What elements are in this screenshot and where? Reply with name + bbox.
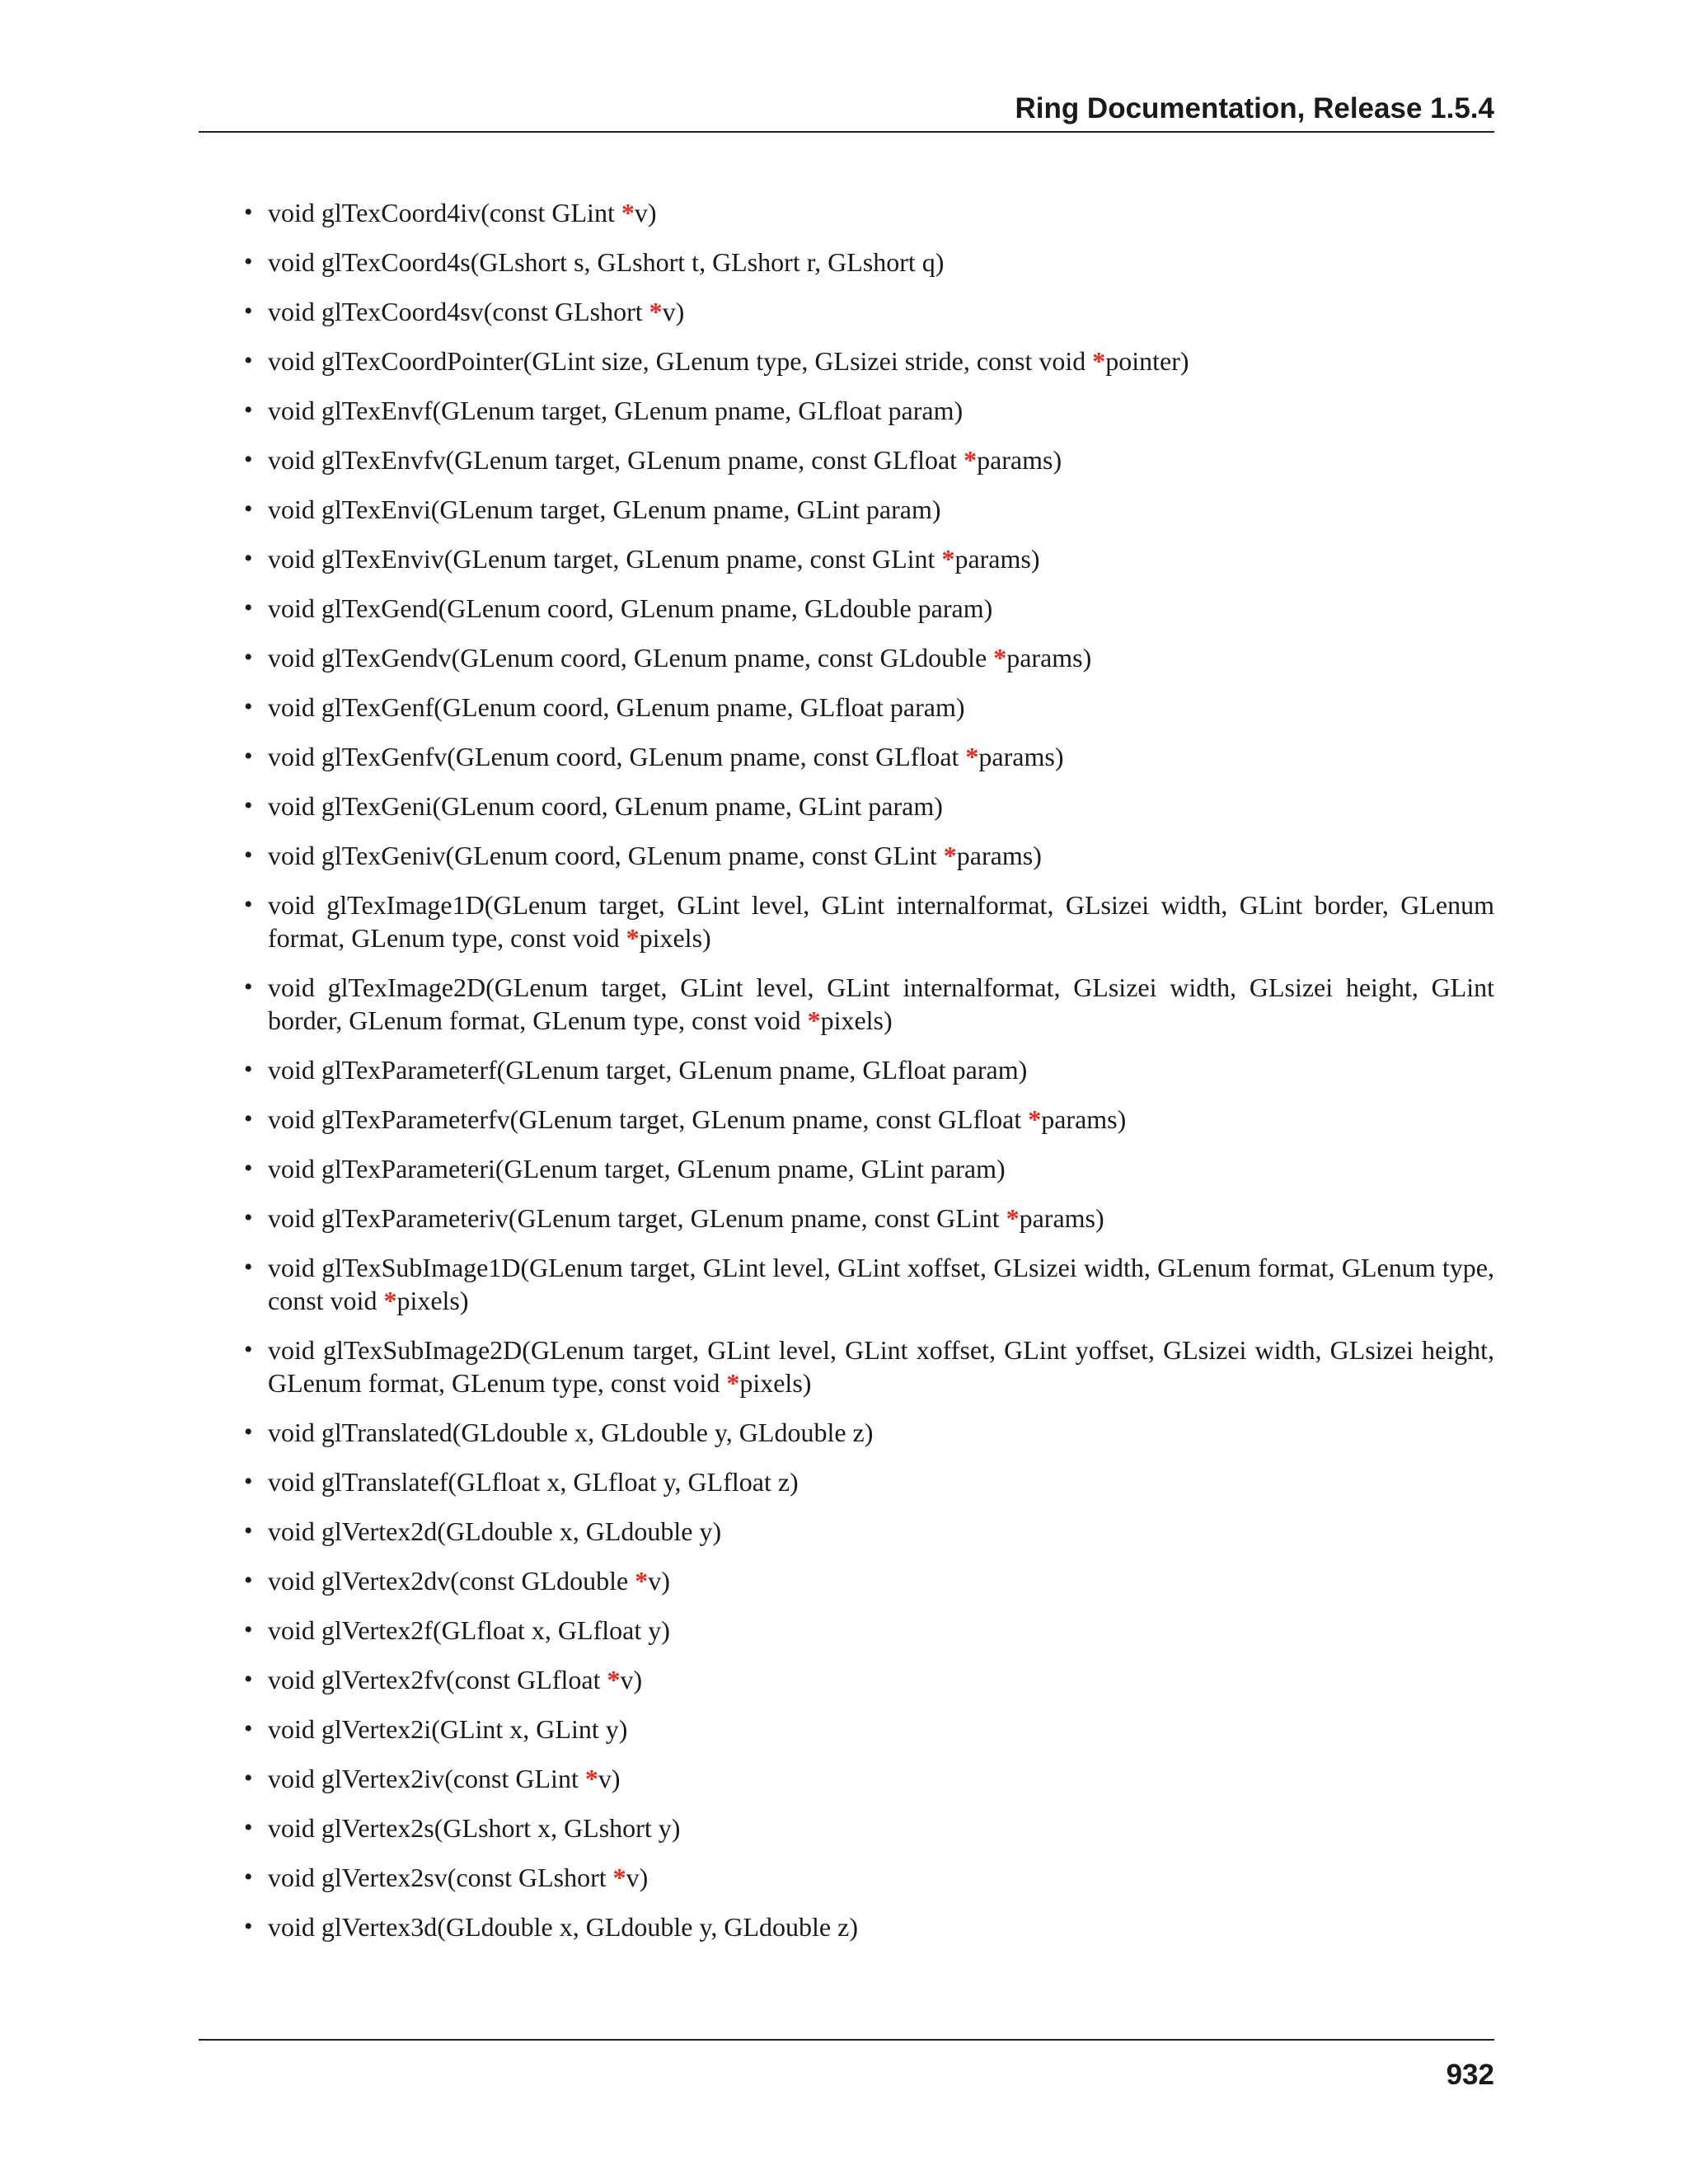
function-signature-tail: pixels)	[396, 1286, 469, 1315]
bullet-icon: •	[244, 841, 253, 869]
function-signature: void glTexCoord4iv(const GLint	[268, 198, 621, 227]
function-signature: void glTexGenf(GLenum coord, GLenum pname, GLfloat param)	[268, 692, 965, 722]
function-signature: void glTexSubImage1D(GLenum target, GLint level, GLint xoffset, GLsizei width, GLenum format, GLenum type, const void	[268, 1253, 1494, 1315]
list-item	[199, 344, 1494, 377]
function-signature: void glTexCoord4s(GLshort s, GLshort t, GLshort r, GLshort q)	[268, 247, 945, 277]
function-signature: void glTexParameteri(GLenum target, GLenum pname, GLint param)	[268, 1154, 1006, 1183]
bullet-icon: •	[244, 1715, 253, 1742]
function-signature: void glTexCoord4sv(const GLshort	[268, 297, 649, 326]
list-item	[199, 971, 1494, 1037]
pointer-asterisk: *	[943, 841, 957, 870]
function-signature-tail: pixels)	[639, 923, 711, 953]
pointer-asterisk: *	[993, 643, 1007, 673]
document-title: Ring Documentation, Release 1.5.4	[1015, 92, 1494, 124]
list-item	[199, 641, 1494, 674]
function-signature-tail: params)	[1019, 1203, 1104, 1233]
function-signature: void glTexEnvf(GLenum target, GLenum pname, GLfloat param)	[268, 396, 964, 425]
list-item	[199, 592, 1494, 625]
bullet-icon: •	[244, 1155, 253, 1182]
bullet-icon: •	[244, 1863, 253, 1891]
page-content	[199, 196, 1494, 1960]
function-signature-tail: params)	[977, 445, 1062, 475]
list-item	[199, 394, 1494, 427]
function-signature: void glVertex2d(GLdouble x, GLdouble y)	[268, 1516, 722, 1546]
pointer-asterisk: *	[941, 544, 955, 574]
list-item	[199, 1465, 1494, 1498]
function-signature-tail: pixels)	[739, 1368, 812, 1398]
list-item	[199, 1515, 1494, 1548]
pointer-asterisk: *	[807, 1005, 821, 1035]
list-item	[199, 1103, 1494, 1136]
bullet-icon: •	[244, 1814, 253, 1841]
list-item	[199, 1251, 1494, 1317]
bullet-icon: •	[244, 1765, 253, 1792]
function-signature-tail: v)	[634, 198, 657, 227]
bullet-icon: •	[244, 446, 253, 473]
function-signature-tail: pixels)	[820, 1005, 893, 1035]
bullet-icon: •	[244, 973, 253, 1001]
function-signature-tail: params)	[978, 742, 1064, 771]
pointer-asterisk: *	[584, 1764, 598, 1793]
function-signature-tail: pointer)	[1105, 346, 1189, 376]
bullet-icon: •	[244, 594, 253, 621]
page-header	[199, 0, 1494, 133]
pointer-asterisk: *	[383, 1286, 397, 1315]
function-signature: void glTexEnvi(GLenum target, GLenum pname, GLint param)	[268, 494, 941, 524]
bullet-icon: •	[244, 545, 253, 572]
function-signature: void glVertex2dv(const GLdouble	[268, 1566, 635, 1596]
list-item	[199, 839, 1494, 872]
bullet-icon: •	[244, 347, 253, 374]
list-item	[199, 1053, 1494, 1086]
function-signature-tail: v)	[648, 1566, 670, 1596]
bullet-icon: •	[244, 1616, 253, 1643]
function-signature: void glTexEnvfv(GLenum target, GLenum pname, const GLfloat	[268, 445, 964, 475]
function-signature: void glTranslatef(GLfloat x, GLfloat y, GLfloat z)	[268, 1467, 799, 1497]
bullet-icon: •	[244, 248, 253, 275]
list-item	[199, 1333, 1494, 1399]
pointer-asterisk: *	[1028, 1104, 1042, 1134]
bullet-icon: •	[244, 693, 253, 720]
list-item	[199, 1152, 1494, 1185]
list-item	[199, 1564, 1494, 1597]
list-item	[199, 790, 1494, 823]
function-signature: void glTexParameterfv(GLenum target, GLenum pname, const GLfloat	[268, 1104, 1029, 1134]
pointer-asterisk: *	[621, 198, 635, 227]
list-item	[199, 1762, 1494, 1795]
function-signature: void glVertex2s(GLshort x, GLshort y)	[268, 1813, 681, 1843]
bullet-icon: •	[244, 199, 253, 226]
pointer-asterisk: *	[607, 1665, 621, 1694]
bullet-icon: •	[244, 891, 253, 918]
function-list	[199, 196, 1494, 1943]
bullet-icon: •	[244, 1254, 253, 1281]
function-signature: void glTexGeniv(GLenum coord, GLenum pname, const GLint	[268, 841, 944, 870]
bullet-icon: •	[244, 1056, 253, 1083]
function-signature: void glTexImage2D(GLenum target, GLint level, GLint internalformat, GLsizei width, GLsizei height, GLint border, GLenum format, GLenum type, const void	[268, 972, 1494, 1035]
function-signature: void glTexImage1D(GLenum target, GLint level, GLint internalformat, GLsizei width, GLint border, GLenum format, GLenum type, const void	[268, 890, 1494, 953]
function-signature: void glTexSubImage2D(GLenum target, GLint level, GLint xoffset, GLint yoffset, GLsizei width, GLsizei height, GLenum format, GLenum type, const void	[268, 1335, 1494, 1398]
list-item	[199, 295, 1494, 328]
list-item	[199, 1202, 1494, 1235]
list-item	[199, 1663, 1494, 1696]
list-item	[199, 1614, 1494, 1647]
function-signature: void glTexGeni(GLenum coord, GLenum pname, GLint param)	[268, 791, 943, 821]
pointer-asterisk: *	[635, 1566, 649, 1596]
bullet-icon: •	[244, 298, 253, 325]
list-item	[199, 1713, 1494, 1746]
function-signature-tail: params)	[1041, 1104, 1127, 1134]
pointer-asterisk: *	[649, 297, 663, 326]
function-signature: void glTexGend(GLenum coord, GLenum pname, GLdouble param)	[268, 593, 993, 623]
bullet-icon: •	[244, 1567, 253, 1594]
list-item	[199, 542, 1494, 575]
function-signature-tail: params)	[954, 544, 1040, 574]
function-signature: void glTexGenfv(GLenum coord, GLenum pname, const GLfloat	[268, 742, 966, 771]
function-signature-tail: v)	[662, 297, 685, 326]
list-item	[199, 1861, 1494, 1894]
pointer-asterisk: *	[626, 923, 640, 953]
pointer-asterisk: *	[612, 1863, 626, 1892]
pointer-asterisk: *	[964, 445, 978, 475]
function-signature: void glTexGendv(GLenum coord, GLenum pname, const GLdouble	[268, 643, 994, 673]
pointer-asterisk: *	[1006, 1203, 1020, 1233]
list-item	[199, 1811, 1494, 1844]
list-item	[199, 888, 1494, 954]
bullet-icon: •	[244, 495, 253, 523]
list-item	[199, 196, 1494, 229]
function-signature: void glTexCoordPointer(GLint size, GLenum type, GLsizei stride, const void	[268, 346, 1093, 376]
function-signature: void glVertex3d(GLdouble x, GLdouble y, GLdouble z)	[268, 1912, 858, 1942]
list-item	[199, 246, 1494, 279]
page-footer	[199, 2039, 1494, 2091]
function-signature: void glTexParameterf(GLenum target, GLenum pname, GLfloat param)	[268, 1055, 1028, 1085]
bullet-icon: •	[244, 1418, 253, 1446]
function-signature: void glTexParameteriv(GLenum target, GLenum pname, const GLint	[268, 1203, 1006, 1233]
function-signature: void glTexEnviv(GLenum target, GLenum pname, const GLint	[268, 544, 942, 574]
pointer-asterisk: *	[1092, 346, 1106, 376]
function-signature-tail: v)	[626, 1863, 649, 1892]
list-item	[199, 493, 1494, 526]
bullet-icon: •	[244, 1468, 253, 1495]
list-item	[199, 443, 1494, 476]
bullet-icon: •	[244, 1913, 253, 1940]
bullet-icon: •	[244, 396, 253, 424]
pointer-asterisk: *	[726, 1368, 740, 1398]
bullet-icon: •	[244, 1666, 253, 1693]
list-item	[199, 1910, 1494, 1943]
page-number: 932	[1446, 2059, 1494, 2091]
function-signature: void glVertex2iv(const GLint	[268, 1764, 585, 1793]
bullet-icon: •	[244, 1517, 253, 1544]
list-item	[199, 1416, 1494, 1449]
list-item	[199, 740, 1494, 773]
bullet-icon: •	[244, 1204, 253, 1231]
function-signature: void glTranslated(GLdouble x, GLdouble y, GLdouble z)	[268, 1418, 874, 1447]
function-signature-tail: params)	[1006, 643, 1092, 673]
bullet-icon: •	[244, 644, 253, 671]
bullet-icon: •	[244, 1336, 253, 1363]
function-signature-tail: params)	[956, 841, 1042, 870]
pointer-asterisk: *	[965, 742, 979, 771]
list-item	[199, 691, 1494, 724]
bullet-icon: •	[244, 792, 253, 819]
bullet-icon: •	[244, 743, 253, 770]
function-signature-tail: v)	[598, 1764, 621, 1793]
function-signature-tail: v)	[620, 1665, 643, 1694]
function-signature: void glVertex2f(GLfloat x, GLfloat y)	[268, 1615, 670, 1645]
function-signature: void glVertex2i(GLint x, GLint y)	[268, 1714, 628, 1744]
bullet-icon: •	[244, 1105, 253, 1132]
function-signature: void glVertex2sv(const GLshort	[268, 1863, 613, 1892]
function-signature: void glVertex2fv(const GLfloat	[268, 1665, 607, 1694]
